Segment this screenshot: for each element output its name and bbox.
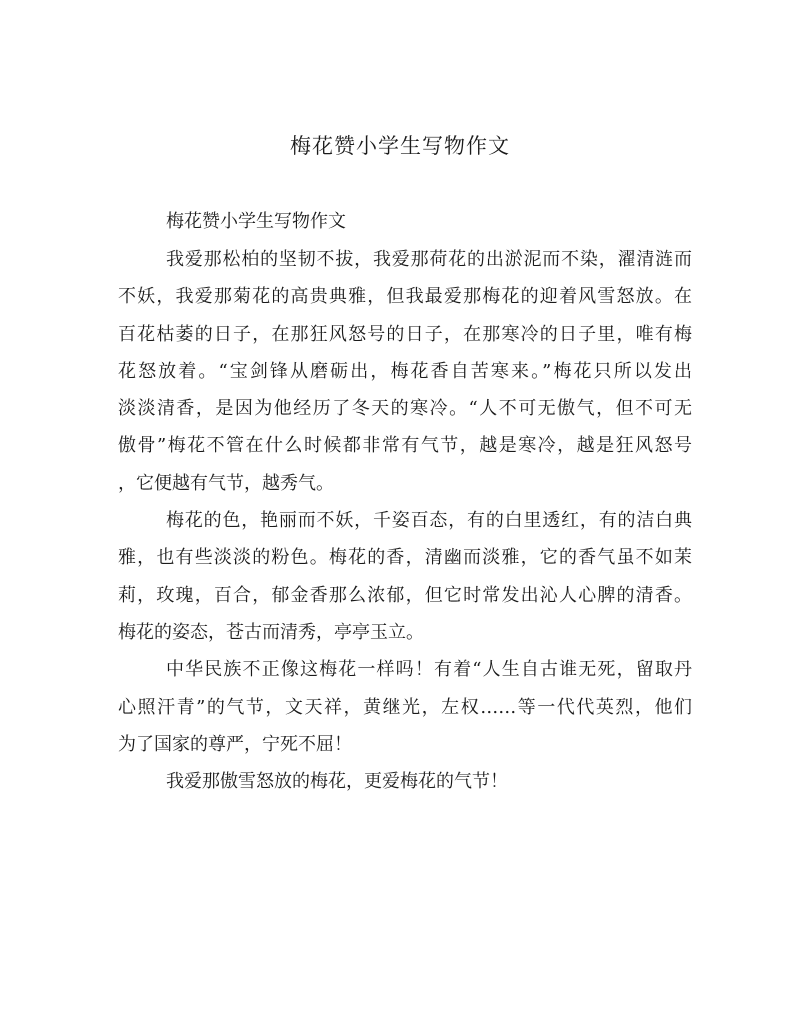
body-line: 百花枯萎的日子，在那狂风怒号的日子，在那寒冷的日子里，唯有梅 (118, 323, 692, 345)
essay-body (118, 241, 692, 800)
body-line: 雅，也有些淡淡的粉色。梅花的香，清幽而淡雅，它的香气虽不如茉 (118, 547, 692, 569)
body-line: 我爱那傲雪怒放的梅花，更爱梅花的气节！ (166, 771, 508, 793)
body-line: 我爱那松柏的坚韧不拔，我爱那荷花的出淤泥而不染，濯清涟而 (166, 249, 692, 270)
body-line: 心照汗青”的气节，文天祥，黄继光，左权……等一代代英烈，他们 (118, 696, 692, 718)
page-title: 梅花赞小学生写物作文 (290, 134, 510, 158)
body-line: 为了国家的尊严，宁死不屈！ (118, 733, 352, 755)
body-line: 不妖，我爱那菊花的高贵典雅，但我最爱那梅花的迎着风雪怒放。在 (118, 286, 692, 308)
body-line: 梅花的色，艳丽而不妖，千姿百态，有的白里透红，有的洁白典 (166, 510, 692, 532)
essay-subtitle: 梅花赞小学生写物作文 (166, 211, 346, 232)
body-line: 中华民族不正像这梅花一样吗！有着“人生自古谁无死，留取丹 (166, 659, 692, 681)
body-line: 莉，玫瑰，百合，郁金香那么浓郁，但它时常发出沁人心脾的清香。 (118, 584, 692, 606)
body-line: 傲骨”梅花不管在什么时候都非常有气节，越是寒冷，越是狂风怒号 (118, 435, 692, 457)
body-line: 淡淡清香，是因为他经历了冬天的寒冷。“人不可无傲气，但不可无 (118, 398, 692, 420)
body-line: ，它便越有气节，越秀气。 (118, 472, 334, 494)
body-line: 梅花的姿态，苍古而清秀，亭亭玉立。 (118, 621, 424, 643)
body-line: 花怒放着。“宝剑锋从磨砺出，梅花香自苦寒来。”梅花只所以发出 (118, 360, 692, 382)
